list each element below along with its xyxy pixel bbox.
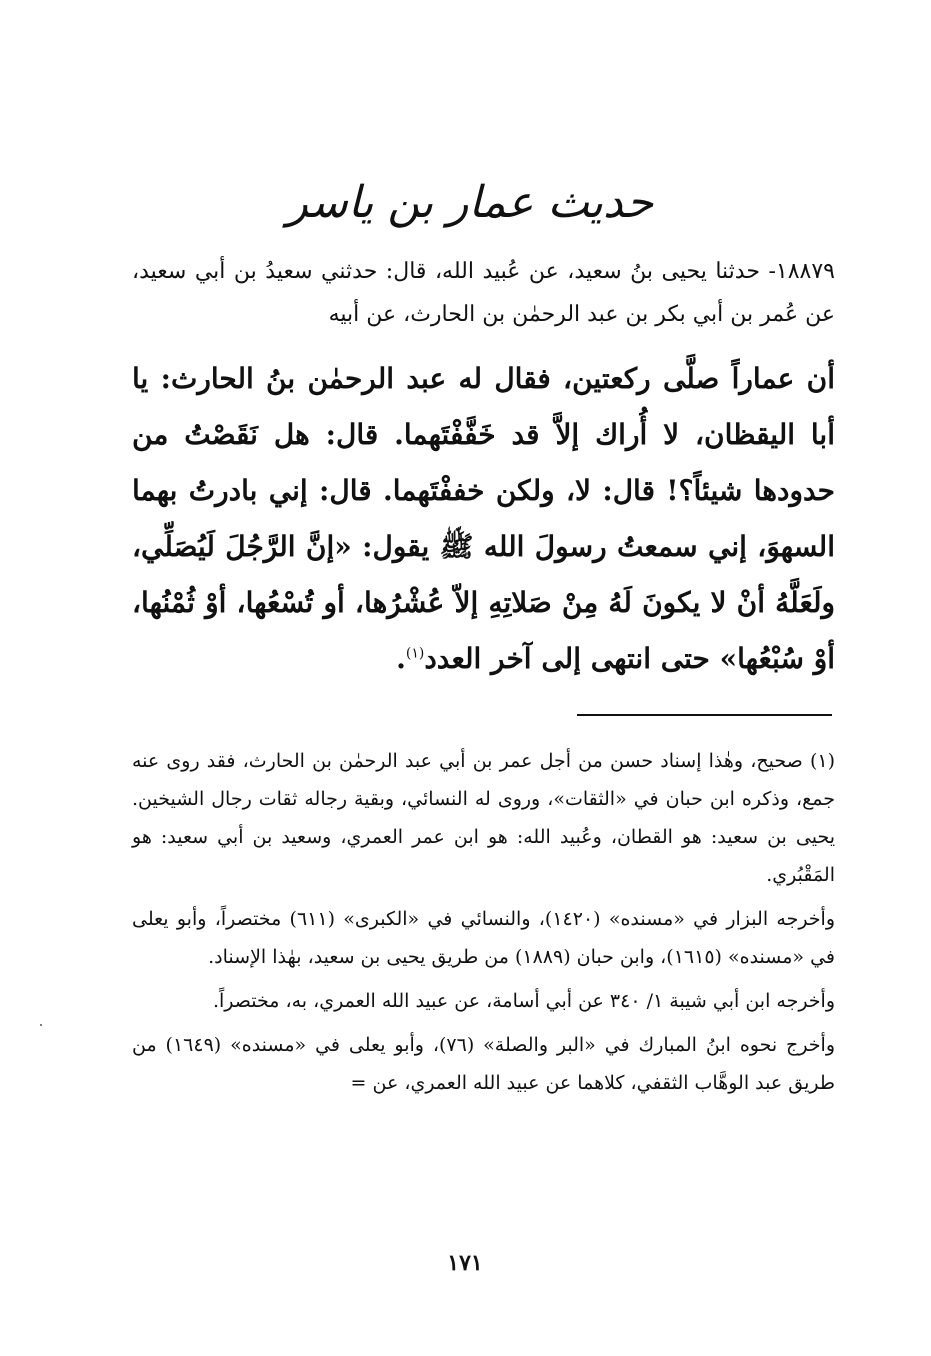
- hadith-chain: [132, 250, 835, 336]
- footnotes-block: [132, 742, 835, 1108]
- footnote-paragraph: (١) صحيح، وهٰذا إسناد حسن من أجل عمر بن أبي عبد الرحمٰن بن الحارث، فقد روى عنه جمع، وذكره ابن حبان في «الثقات»، وروى له النسائي، وبقية رجاله ثقات رجال الشيخين. يحيى بن سعيد: هو القطان، وعُبيد الله: هو ابن عمر العمري، وسعيد بن أبي سعيد: هو المَقْبُري.: [132, 750, 835, 886]
- page-number: ١٧١: [447, 1250, 483, 1276]
- footnote-separator: [577, 714, 832, 716]
- footnote-paragraph: وأخرج نحوه ابنُ المبارك في «البر والصلة» (٧٦)، وأبو يعلى في «مسنده» (١٦٤٩) من طريق عبد الوهَّاب الثقفي، كلاهما عن عبيد الله العمري، عن =: [132, 1034, 836, 1094]
- chapter-title: حديث عمار بن ياسر: [286, 177, 654, 228]
- scan-speck: [40, 1024, 42, 1026]
- hadith-number: ١٨٨٧٩-: [768, 259, 835, 284]
- footnote-paragraph: وأخرجه ابن أبي شيبة ١/ ٣٤٠ عن أبي أسامة، عن عبيد الله العمري، به، مختصراً.: [212, 990, 835, 1012]
- hadith-matn: [132, 351, 835, 687]
- hadith-matn-text: أن عماراً صلَّى ركعتين، فقال له عبد الرحمٰن بنُ الحارث: يا أبا اليقظان، لا أُراك إلاَّ قد خَفَّفْتَهما. قال: هل نَقَصْتُ من حدودها شيئاً؟! قال: لا، ولكن خففْتَهما. قال: إني بادرتُ بهما السهوَ، إني سمعتُ رسولَ الله ﷺ يقول: «إنَّ الرَّجُلَ لَيُصَلِّي، ولَعَلَّهُ أنْ لا يكونَ لَهُ مِنْ صَلاتِهِ إلاّ عُشْرُها، أو تُسْعُها، أوْ ثُمْنُها، أوْ سُبْعُها» حتى انتهى إلى آخر العدد: [132, 362, 835, 675]
- hadith-matn-end: .: [396, 642, 406, 675]
- footnote-paragraph: وأخرجه البزار في «مسنده» (١٤٢٠)، والنسائي في «الكبرى» (٦١١) مختصراً، وأبو يعلى في «مسنده» (١٦١٥)، وابن حبان (١٨٨٩) من طريق يحيى بن سعيد، بهٰذا الإسناد.: [132, 908, 836, 968]
- footnote-marker: (١): [405, 645, 425, 662]
- hadith-chain-text: حدثنا يحيى بنُ سعيد، عن عُبيد الله، قال: حدثني سعيدُ بن أبي سعيد، عن عُمر بن أبي بكر بن عبد الرحمٰن بن الحارث، عن أبيه: [132, 259, 835, 327]
